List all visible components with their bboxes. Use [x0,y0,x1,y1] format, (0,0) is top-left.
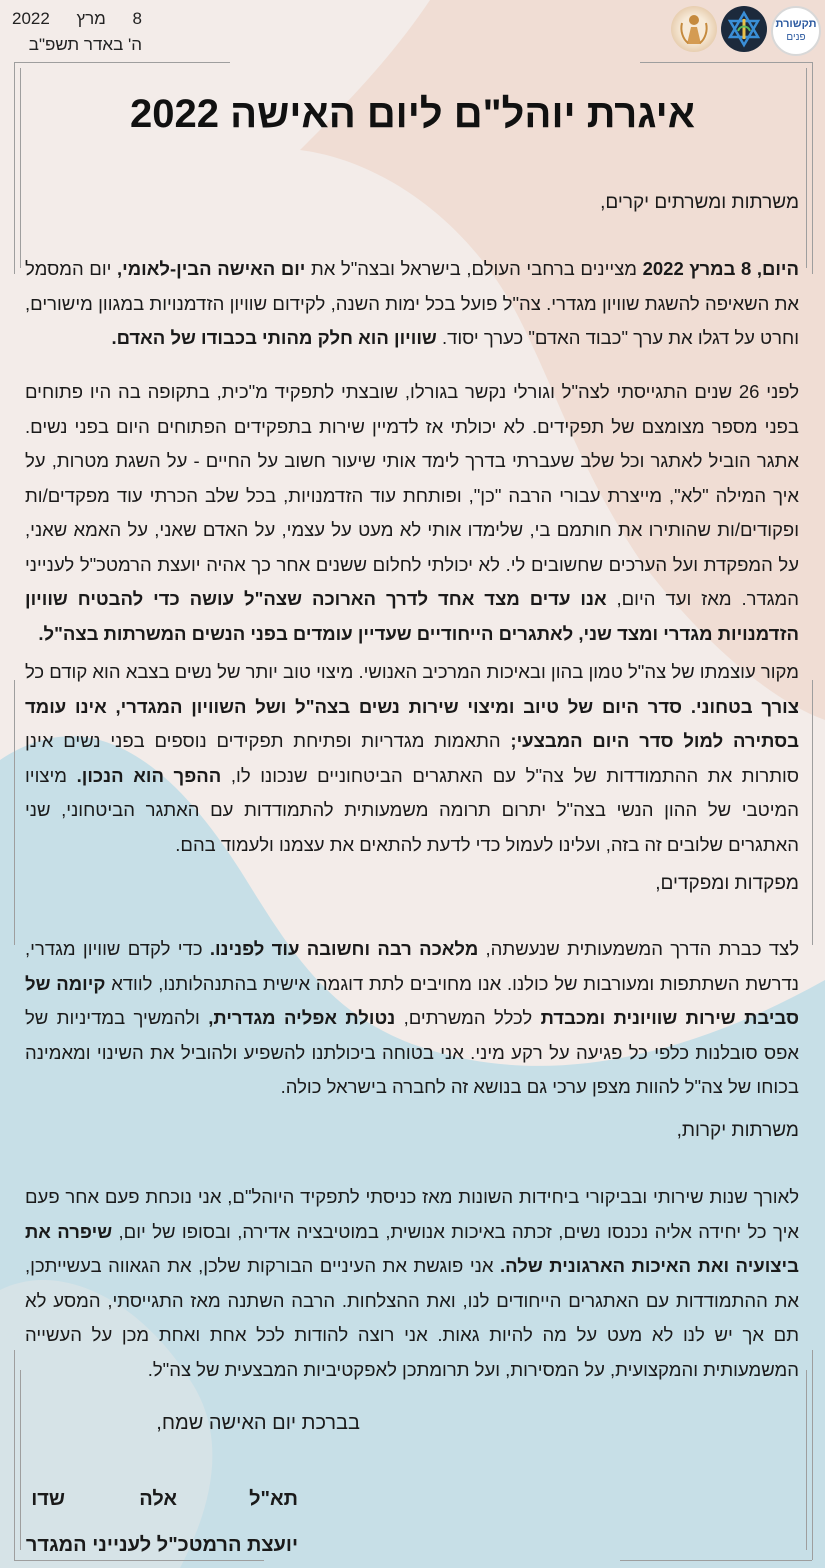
idf-emblem-logo [721,6,767,52]
paragraph-5-segment: לאורך שנות שירותי ובביקורי ביחידות השונות מאז כניסתי לתפקיד היוהל"ם, אני נוכחת פעם אחר פעם איך כל יחידה אליה נכנסו נשים, זכתה באיכות אנושית, במוטיבציה אדירה, ובסופו של יום, [25,1186,799,1242]
signature-role: יועצת הרמטכ"ל לענייני המגדר [25,1534,298,1556]
paragraph-3-segment: מקור עוצמתו של צה"ל טמון בהון ובאיכות המרכיב האנושי. מיצוי טוב יותר של נשים בצבא הוא קודם כל [25,661,799,682]
logo-text-2: פנים [786,32,806,43]
frame-bottom-left [14,1560,264,1561]
salutation-2: מפקדות ומפקדים, [655,873,799,894]
salutation-3: משרתות יקרות, [676,1120,799,1141]
frame-right-lower [812,1350,813,1560]
hebrew-date: ה' באדר תשפ"ב [28,35,142,54]
paragraph-4-segment: כדי לקדם שוויון מגדרי, נדרשת השתתפות ומעורבות של כולנו. אנו מחויבים לתת דוגמה אישית בהתנהלותנו, לוודא [25,938,799,994]
paragraph-4-segment: לכלל המשרתים, [395,1007,541,1028]
paragraph-1-segment: היום, 8 במרץ 2022 [642,258,799,279]
paragraph-4-segment: ולהמשיך במדיניות של אפס סובלנות כלפי כל פגיעה על רקע מיני. אני בטוחה ביכולתנו להשפיע ולהוביל את השינוי ומאמינה בכוחו של צה"ל להוות מצפן ערכי גם בנושא זה לחברה בישראל כולה. [25,1007,799,1097]
paragraph-4 [25,932,799,1105]
paragraph-1-segment: יום האישה הבין-לאומי, [117,258,306,279]
paragraph-5-segment: אני פוגשת את העיניים הבורקות שלכן, את הגאווה בעשייתכן, את ההתמודדות עם האתגרים הייחודים לנו, ואת ההצלחות. הרבה השתנה מאז התגייסתי, המסע לא תם אך יש לנו לא מעט על מה להיות גאות. אני רוצה להודות לכל אחת ואחת מכן על העשייה המשמעותית והמקצועית, על המסירות, ועל תרומתכן לאפקטיביות המבצעית של צה"ל. [25,1255,799,1380]
signature-rank: תא"ל [249,1488,298,1510]
signature-last-name: שדו [31,1488,65,1510]
paragraph-3-segment: מיצויו המיטבי של ההון הנשי בצה"ל יתרום תרומה משמעותית להתמודדות עם האתגר הביטחוני, שני האתגרים שלובים זה בזה, ועלינו לעמול כדי לדעת להתאים את עצמנו ולעמוד בהם. [25,764,799,855]
date-month: מרץ [76,9,106,28]
internal-communication-logo [771,6,821,56]
paragraph-4-segment: נטולת אפליה מגדרית, [208,1007,396,1028]
paragraph-2-segment: לפני 26 שנים התגייסתי לצה"ל וגורלי נקשר בגורלו, שובצתי לתפקיד מ"כית, בתקופה בה היו פתוחים בפני מספר מצומצם של תפקידים. לא יכולתי אז לדמיין שירות בתפקידים הפתוחים היום בפני נשים. אתגר הוביל לאתגר וכל שלב שעברתי בדרך לימד אותי שיעור חשוב על החיים - על השגת מטרות, על איך המילה "לא", מייצרת עבורי הרבה "כן", ופותחת עוד הזדמנויות, בכל שלב הכרתי עוד מפקדים/ות ופקודים/ות שהותירו את חותמם בי, שלימדו אותי לא מעט על עצמי, על האדם שאני, על האמא שאני, על המפקדת ועל הערכים שחשובים לי. לא יכולתי לחלום ששנים אחר כך אהיה יועצת הרמטכ"ל לענייני המגדר. מאז ועד היום, [25,381,799,609]
paragraph-3-segment: ההפך הוא הנכון. [76,764,222,786]
frame-right-mid [812,680,813,945]
paragraph-3-segment: צורך בטחוני. סדר היום של טיוב ומיצוי שירות נשים בצה"ל ושל השוויון המגדרי, אינו עומד בסתירה למול סדר היום המבצעי; [25,695,799,751]
logos [671,6,821,56]
frame-left-lower [14,1350,15,1560]
paragraph-4-segment: לצד כברת הדרך המשמעותית שנעשתה, [478,938,799,959]
gregorian-date [12,6,142,32]
person-emblem-logo [671,6,717,52]
idf-emblem-icon [724,9,764,49]
frame-bottom-right [620,1560,812,1561]
person-emblem-icon [674,9,714,49]
paragraph-2 [25,375,799,651]
date-day: 8 [132,9,142,28]
paragraph-5 [25,1180,799,1387]
frame-top-right [640,62,812,63]
paragraph-1-segment: מציינים ברחבי העולם, בישראל ובצה"ל את [305,258,643,279]
frame-left-mid [14,680,15,945]
letter-title: איגרת יוהל"ם ליום האישה 2022 [130,92,695,136]
date-year: 2022 [12,9,50,28]
logo-text-1: תקשורת [775,18,817,30]
paragraph-3-segment: התאמות מגדריות ופתיחת תפקידים נוספים בפני נשים אינן סותרות את ההתמודדות של צה"ל עם האתגרים הביטחוניים שנכונו לו, [25,730,799,786]
paragraph-1-segment: יום המסמל את השאיפה להשגת שוויון מגדרי. צה"ל פועל בכל ימות השנה, לקידום שוויון הזדמנויות במגוון מישורים, וחרט על דגלו את ערך "כבוד האדם" כערך יסוד. [25,258,799,348]
salutation-1: משרתות ומשרתים יקרים, [600,192,799,213]
frame-top-left [14,62,230,63]
frame-right-lower-inner [806,1370,807,1550]
paragraph-4-segment: מלאכה רבה וחשובה עוד לפנינו. [209,938,479,959]
paragraph-5-segment: שיפרה את ביצועיה ואת האיכות הארגונית שלה. [25,1220,799,1276]
signature-first-name: אלה [139,1488,177,1510]
closing-line: בברכת יום האישה שמח, [156,1412,360,1434]
paragraph-1-segment: שוויון הוא חלק מהותי בכבודו של האדם. [111,327,437,348]
frame-left-lower-inner [20,1370,21,1550]
paragraph-3 [25,655,799,862]
paragraph-1 [25,252,799,356]
date-block [12,6,142,58]
paragraph-4-segment: קיומה של סביבת שירות שוויונית ומכבדת [25,972,799,1028]
paragraph-2-segment: אנו עדים מצד אחד לדרך הארוכה שצה"ל עושה כדי להבטיח שוויון הזדמנויות מגדרי ומצד שני, לאתגרים הייחודיים שעדיין עומדים בפני הנשים המשרתות בצה"ל. [25,588,799,644]
